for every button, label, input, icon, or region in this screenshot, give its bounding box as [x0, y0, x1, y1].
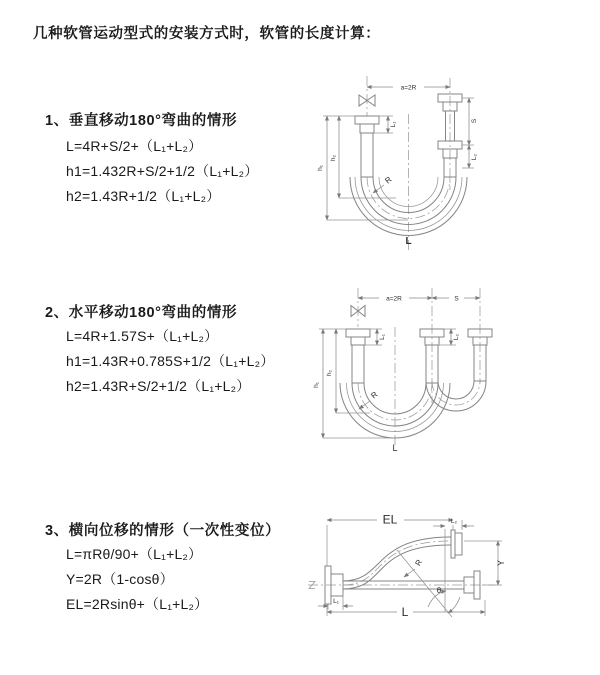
formula-line: L=4R+1.57S+（L₁+L₂）	[66, 328, 219, 344]
dim-label-l2: L₂	[471, 153, 478, 161]
dim-label-a2r: a=2R	[386, 295, 402, 303]
section-2-heading: 2、水平移动180°弯曲的情形	[45, 305, 238, 321]
dim-label-l2: L₂	[450, 518, 458, 525]
formula-line: L=4R+S/2+（L₁+L₂）	[66, 138, 203, 154]
dim-label-a2r: a=2R	[400, 84, 417, 92]
dim-label-s: S	[471, 118, 478, 124]
radius-label: R	[383, 174, 394, 186]
angle-label-theta: θ	[436, 586, 442, 595]
s-curve-hose-displaced-position	[343, 530, 462, 589]
dimension-lines	[317, 85, 478, 248]
radius-label: R	[369, 389, 380, 401]
left-hose-assembly	[346, 329, 370, 383]
formula-line: L=πRθ/90+（L₁+L₂）	[66, 546, 203, 562]
length-label: L	[392, 443, 398, 453]
dim-label-el: EL	[382, 512, 398, 527]
dim-label-l2: L₂	[453, 333, 460, 341]
dim-label-l: L	[401, 605, 409, 619]
diagram-vertical-180-bend	[310, 70, 600, 265]
dim-label-l1: L₁	[333, 598, 339, 605]
dim-label-s: S	[454, 295, 459, 303]
formula-line: EL=2Rsinθ+（L₁+L₂）	[66, 596, 209, 612]
length-label: L	[405, 236, 412, 247]
left-hose-assembly	[355, 116, 379, 177]
u-bend-hose-drawing	[340, 381, 486, 438]
section-3-heading: 3、横向位移的情形（一次性变位）	[45, 523, 281, 539]
center-lines	[308, 541, 495, 585]
dim-label-l1: L₁	[390, 121, 397, 128]
formula-line: h2=1.43R+1/2（L₁+L₂）	[66, 188, 221, 204]
dim-label-y: Y	[496, 559, 506, 567]
diagram-lateral-displacement	[300, 500, 600, 650]
formula-line: Y=2R（1-cosθ）	[66, 571, 174, 587]
dim-label-h1: h₁	[313, 382, 320, 388]
dim-label-h2: h₂	[326, 369, 333, 377]
page-title: 几种软管运动型式的安装方式时，软管的长度计算：	[33, 26, 381, 42]
dim-label-h2: h₂	[330, 154, 337, 162]
radius-label: R	[413, 557, 425, 568]
diagram-horizontal-180-bend	[310, 283, 600, 458]
formula-line: h1=1.43R+0.785S+1/2（L₁+L₂）	[66, 353, 275, 369]
section-1-heading: 1、垂直移动180°弯曲的情形	[45, 113, 238, 129]
dim-label-h1: h₁	[317, 165, 324, 171]
dim-label-l1: L₁	[379, 334, 386, 340]
formula-line: h1=1.432R+S/2+1/2（L₁+L₂）	[66, 163, 259, 179]
dimension-lines	[318, 513, 506, 620]
formula-line: h2=1.43R+S/2+1/2（L₁+L₂）	[66, 378, 251, 394]
dimension-lines	[313, 296, 480, 453]
